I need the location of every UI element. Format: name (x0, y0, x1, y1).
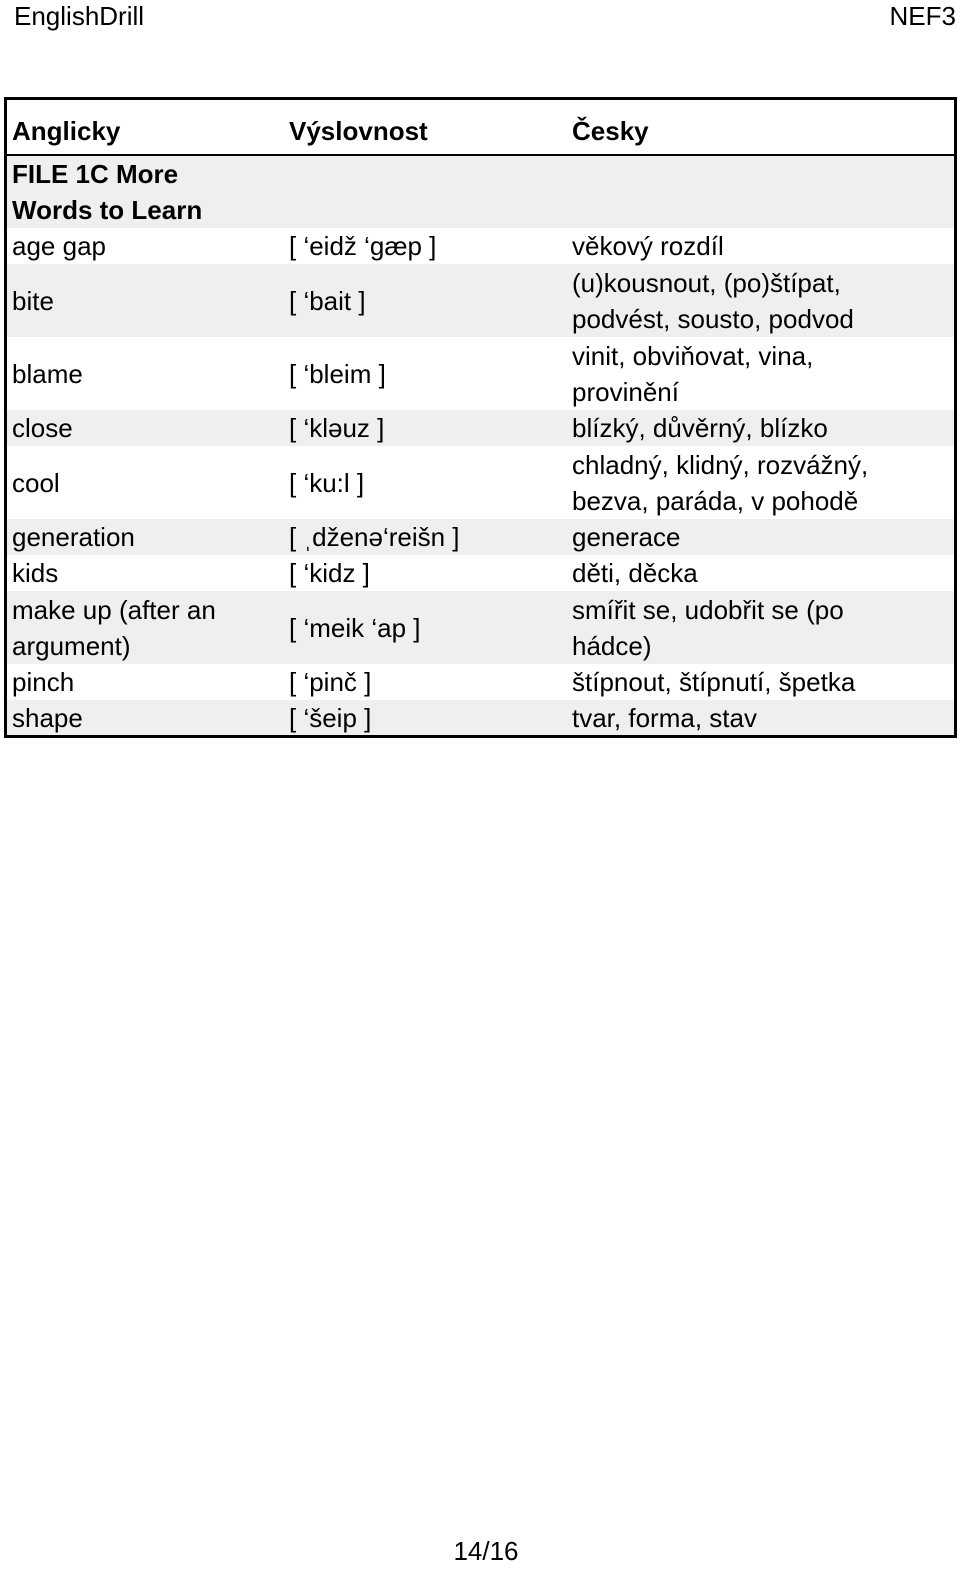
english-term: cool (12, 467, 60, 498)
czech-translation: děti, děcka (572, 558, 698, 588)
czech-translation: blízký, důvěrný, blízko (572, 413, 828, 443)
table-row (7, 555, 954, 591)
czech-translation: štípnout, štípnutí, špetka (572, 667, 856, 697)
pronunciation: [ ˌdženə‘reišn ] (289, 522, 460, 552)
english-term: shape (12, 702, 83, 733)
pronunciation: [ ‘kləuz ] (289, 413, 385, 443)
english-term: close (12, 413, 73, 443)
czech-translation: věkový rozdíl (572, 231, 724, 261)
column-header-pronunciation: Výslovnost (289, 116, 428, 146)
english-term: make up (after an argument) (12, 594, 216, 661)
column-header-english: Anglicky (12, 116, 121, 146)
english-term: age gap (12, 231, 106, 261)
pronunciation: [ ‘eidž ‘gæp ] (289, 231, 437, 261)
table-row (7, 264, 954, 337)
english-term: bite (12, 285, 54, 316)
pronunciation: [ ‘kidz ] (289, 558, 370, 588)
english-term: kids (12, 558, 59, 588)
czech-translation: vinit, obviňovat, vina, provinění (572, 340, 814, 407)
czech-translation: tvar, forma, stav (572, 702, 757, 733)
column-header-czech: Česky (572, 116, 649, 146)
pronunciation: [ ‘bleim ] (289, 358, 386, 389)
page-number: 14/16 (453, 1536, 519, 1566)
table-row (7, 410, 954, 446)
table-row (7, 591, 954, 664)
app-title: EnglishDrill (14, 1, 145, 31)
table-row (7, 664, 954, 700)
pronunciation: [ ‘bait ] (289, 285, 366, 316)
pronunciation: [ ‘ku:l ] (289, 467, 365, 498)
table-row (7, 446, 954, 519)
section-title: FILE 1C More Words to Learn (12, 159, 203, 225)
czech-translation: (u)kousnout, (po)štípat, podvést, sousto, podvod (572, 267, 854, 334)
english-term: pinch (12, 667, 75, 697)
pronunciation: [ ‘šeip ] (289, 702, 372, 733)
czech-translation: generace (572, 522, 681, 552)
table-row (7, 519, 954, 555)
table-row (7, 337, 954, 410)
course-code: NEF3 (889, 1, 956, 31)
table-row (7, 228, 954, 264)
table-header-row (7, 108, 954, 156)
english-term: blame (12, 358, 83, 389)
english-term: generation (12, 522, 135, 552)
czech-translation: chladný, klidný, rozvážný, bezva, paráda, v pohodě (572, 449, 869, 516)
table-row (7, 700, 954, 735)
vocabulary-table (4, 97, 957, 738)
pronunciation: [ ‘pinč ] (289, 667, 372, 697)
section-title-row (7, 156, 954, 228)
czech-translation: smířit se, udobřit se (po hádce) (572, 594, 844, 661)
pronunciation: [ ‘meik ‘ap ] (289, 612, 421, 643)
